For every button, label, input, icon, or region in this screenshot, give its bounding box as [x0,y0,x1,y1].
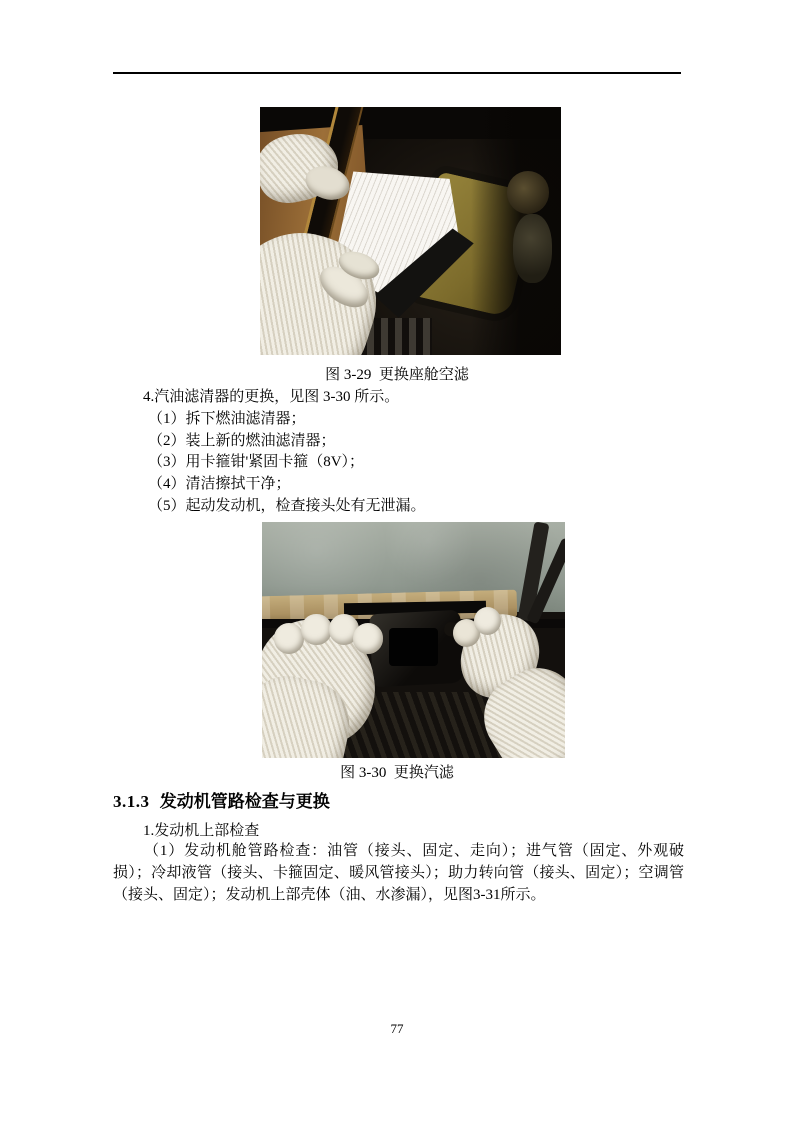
step-item: （5）起动发动机，检查接头处有无泄漏。 [148,497,426,514]
photo1-reservoir [513,214,552,283]
step-item: （4）清洁擦拭干净； [148,476,291,493]
figure-3-30-photo [262,522,565,758]
figure-3-29-caption: 图 3-29 更换座舱空滤 [325,367,469,383]
figure-3-29-photo [260,107,561,355]
step4-intro: 4.汽油滤清器的更换，见图 3-30 所示。 [143,389,400,405]
section-heading-number: 3.1.3 [113,792,150,811]
sub-item-heading: 1.发动机上部检查 [143,823,260,839]
photo2-left-glove-knuckle [301,614,331,645]
photo1-radiator-cap [507,171,549,213]
photo2-fuel-filter-recess [389,628,437,666]
step-item: （1）拆下燃油滤清器； [148,410,306,427]
figure-3-30-caption: 图 3-30 更换汽滤 [340,765,454,781]
procedure-block [113,387,684,518]
step-item: （2）装上新的燃油滤清器； [148,432,336,449]
step-item: （3）用卡箍钳'紧固卡箍（8V）； [148,454,365,471]
header-rule [113,72,681,74]
section-heading-title: 发动机管路检查与更换 [159,792,330,811]
page-number: 77 [390,1021,404,1036]
section-heading-3-1-3 [113,787,330,812]
inspection-paragraph: （1）发动机舱管路检查：油管（接头、固定、走向）；进气管（固定、外观破损）；冷却液管（接头、卡箍固定、暖风管接头）；助力转向管（接头、固定）；空调管（接头、固定）；发动机上部壳体（油、水渗漏），见图3-31所示。 [113,843,684,903]
